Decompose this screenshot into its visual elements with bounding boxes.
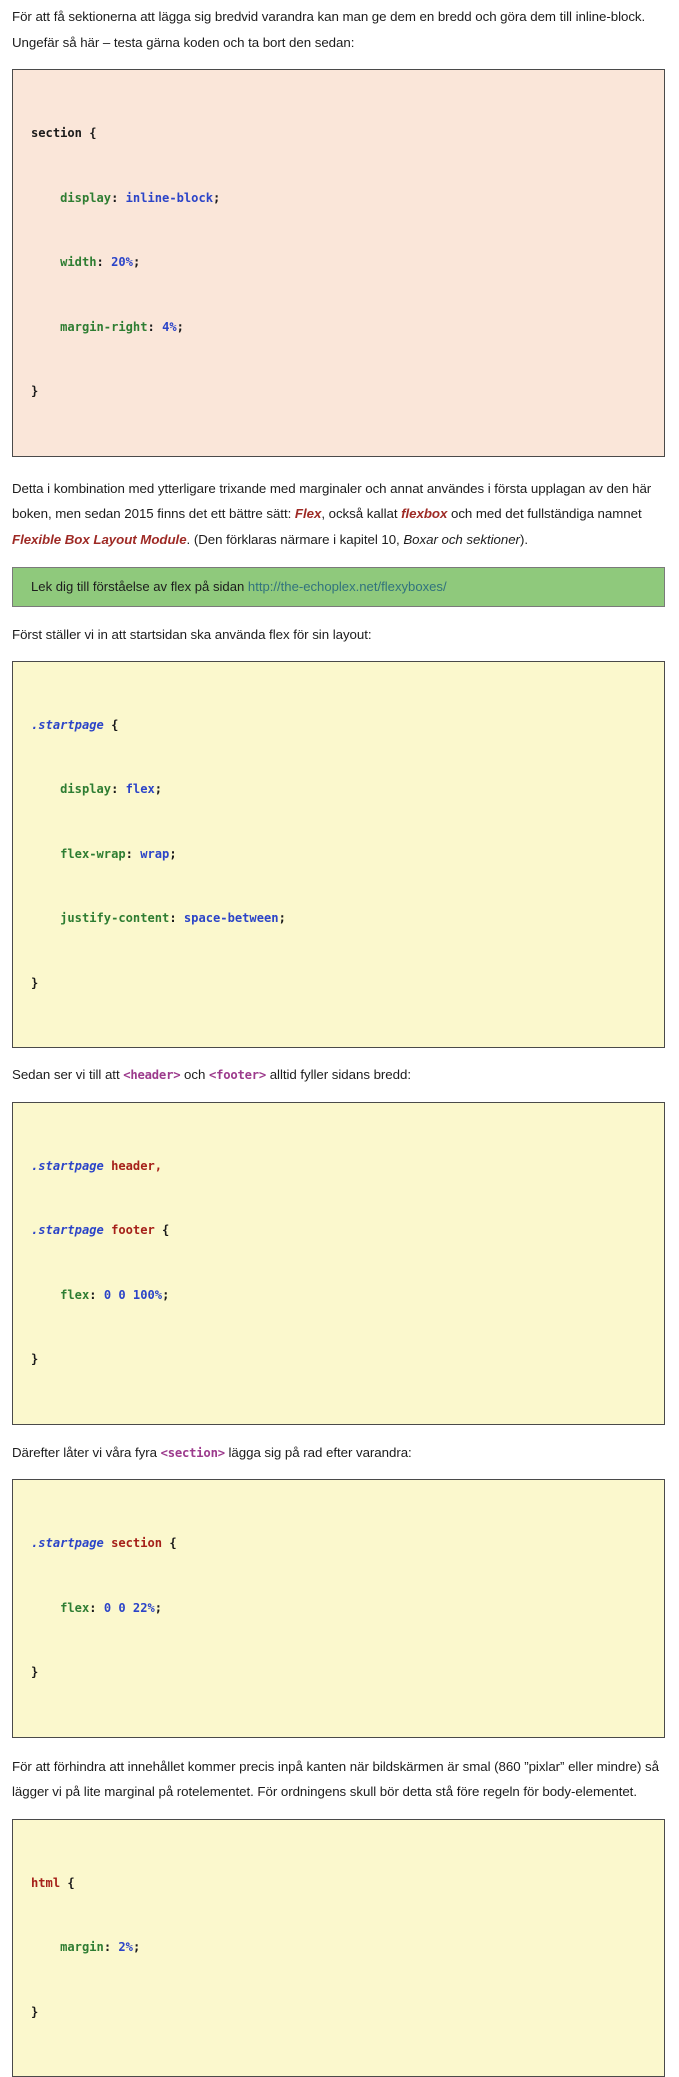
code-line [31,1285,664,1307]
paragraph-text-part: och med det fullständiga namnet [447,506,641,521]
code-punct: : [148,320,163,334]
spacer [12,607,665,622]
css-value: inline-block [126,191,213,205]
paragraph-text-part: Detta i kombination med ytterligare trixande med marginaler och annat användes i första upplagan av den här boken, men sedan 2015 finns det ett bättre sätt: [12,481,651,522]
code-punct: ; [213,191,220,205]
code-punct: ; [169,847,176,861]
code-punct: ; [177,320,184,334]
css-property: flex [60,1288,89,1302]
emphasis-module-name: Flexible Box Layout Module [12,532,187,547]
css-value: flex [126,782,155,796]
code-line [31,908,664,930]
tip-box-flexyboxes [12,567,665,607]
code-punct: ; [133,255,140,269]
inline-code-footer: <footer> [209,1068,266,1082]
spacer [12,459,665,476]
code-punct: } [31,1352,38,1366]
code-line [31,1156,664,1178]
css-selector: .startpage [31,1159,104,1173]
code-line [31,1598,664,1620]
css-property: flex [60,1601,89,1615]
spacer [12,1738,665,1754]
code-punct: : [104,1940,119,1954]
paragraph-root-margin [12,1754,665,1805]
code-line [31,715,664,737]
code-block-startpage-flex [12,661,665,1049]
code-punct: } [31,2005,38,2019]
css-element-selector: html [31,1876,60,1890]
spacer [12,1048,665,1062]
css-property: margin-right [60,320,147,334]
paragraph-text-part: ). [520,532,528,547]
code-line [31,779,664,801]
code-punct: : [111,191,126,205]
code-punct: { [82,126,97,140]
code-line [31,1873,664,1895]
css-element-selector: section [104,1536,162,1550]
css-selector: .startpage [31,1536,104,1550]
paragraph-text-part: och [180,1067,209,1082]
code-punct: { [155,1223,170,1237]
paragraph-intro [12,4,665,55]
code-line [31,2002,664,2024]
css-value: 4% [162,320,177,334]
css-value: 0 0 100% [104,1288,162,1302]
code-line [31,123,664,145]
css-selector: section [31,126,82,140]
code-punct: : [89,1601,104,1615]
tip-link-flexyboxes[interactable]: http://the-echoplex.net/flexyboxes/ [248,579,447,594]
code-block-section-inline-block [12,69,665,457]
code-punct: , [155,1159,162,1173]
css-value: space-between [184,911,279,925]
code-punct: { [162,1536,177,1550]
spacer [12,648,665,661]
code-line [31,1662,664,1684]
css-selector: .startpage [31,1223,104,1237]
code-punct: } [31,976,38,990]
paragraph-text-part: Därefter låter vi våra fyra [12,1445,161,1460]
code-line [31,1220,664,1242]
paragraph-text-part: lägga sig på rad efter varandra: [225,1445,412,1460]
css-element-selector: header [104,1159,155,1173]
code-line [31,252,664,274]
code-line [31,188,664,210]
paragraph-intro-text: För att få sektionerna att lägga sig bredvid varandra kan man ge dem en bredd och göra dem till inline-block. Ungefär så här – testa gärna koden och ta bort den sedan: [12,9,645,50]
spacer [12,552,665,567]
paragraph-text-part: Först ställer vi in att startsidan ska använda flex för sin layout: [12,627,372,642]
code-punct: { [60,1876,75,1890]
paragraph-text-part: , också kallat [321,506,401,521]
code-punct: ; [279,911,286,925]
code-punct: : [111,782,126,796]
code-punct: } [31,384,38,398]
code-line [31,973,664,995]
css-property: justify-content [60,911,169,925]
css-property: width [60,255,96,269]
code-punct: ; [133,1940,140,1954]
code-block-header-footer-flex [12,1102,665,1425]
emphasis-flexbox: flexbox [401,506,447,521]
paragraph-text-part: . (Den förklaras närmare i kapitel 10, [187,532,404,547]
code-punct: ; [162,1288,169,1302]
code-line [31,1937,664,1959]
inline-code-section: <section> [161,1446,225,1460]
css-property: display [60,191,111,205]
code-punct: ; [155,1601,162,1615]
code-line [31,1349,664,1371]
css-property: flex-wrap [60,847,126,861]
paragraph-text-part: Sedan ser vi till att [12,1067,123,1082]
code-punct: : [89,1288,104,1302]
code-line [31,381,664,403]
spacer [12,1466,665,1479]
css-value: 0 0 22% [104,1601,155,1615]
css-value: 2% [118,1940,133,1954]
css-property: margin [60,1940,104,1954]
document-page [0,0,679,916]
css-element-selector: footer [104,1223,155,1237]
spacer [12,1089,665,1102]
code-punct: : [169,911,184,925]
paragraph-text-part: För att förhindra att innehållet kommer precis inpå kanten när bildskärmen är smal (860 ”pixlar” eller mindre) så lägger vi på lite marginal på rotelementet. För ordningens skull bör detta stå före regeln för body-elementet. [12,1759,659,1800]
code-line [31,317,664,339]
spacer [12,1425,665,1440]
code-block-section-flex-basis [12,1479,665,1738]
code-punct: } [31,1665,38,1679]
code-punct: : [126,847,141,861]
emphasis-flex: Flex [295,506,321,521]
tip-text: Lek dig till förståelse av flex på sidan [31,579,248,594]
spacer [12,55,665,69]
code-line [31,844,664,866]
paragraph-flex-intro [12,476,665,553]
css-property: display [60,782,111,796]
emphasis-chapter-title: Boxar och sektioner [403,532,520,547]
code-punct: : [97,255,112,269]
code-block-html-margin [12,1819,665,2077]
css-selector: .startpage [31,718,104,732]
code-punct: ; [155,782,162,796]
spacer [12,1805,665,1819]
paragraph-header-footer [12,1062,665,1089]
code-line [31,1533,664,1555]
css-value: wrap [140,847,169,861]
paragraph-text-part: alltid fyller sidans bredd: [266,1067,411,1082]
paragraph-sections-row [12,1440,665,1467]
css-value: 20% [111,255,133,269]
paragraph-startpage-flex [12,622,665,648]
code-punct: { [104,718,119,732]
inline-code-header: <header> [123,1068,180,1082]
